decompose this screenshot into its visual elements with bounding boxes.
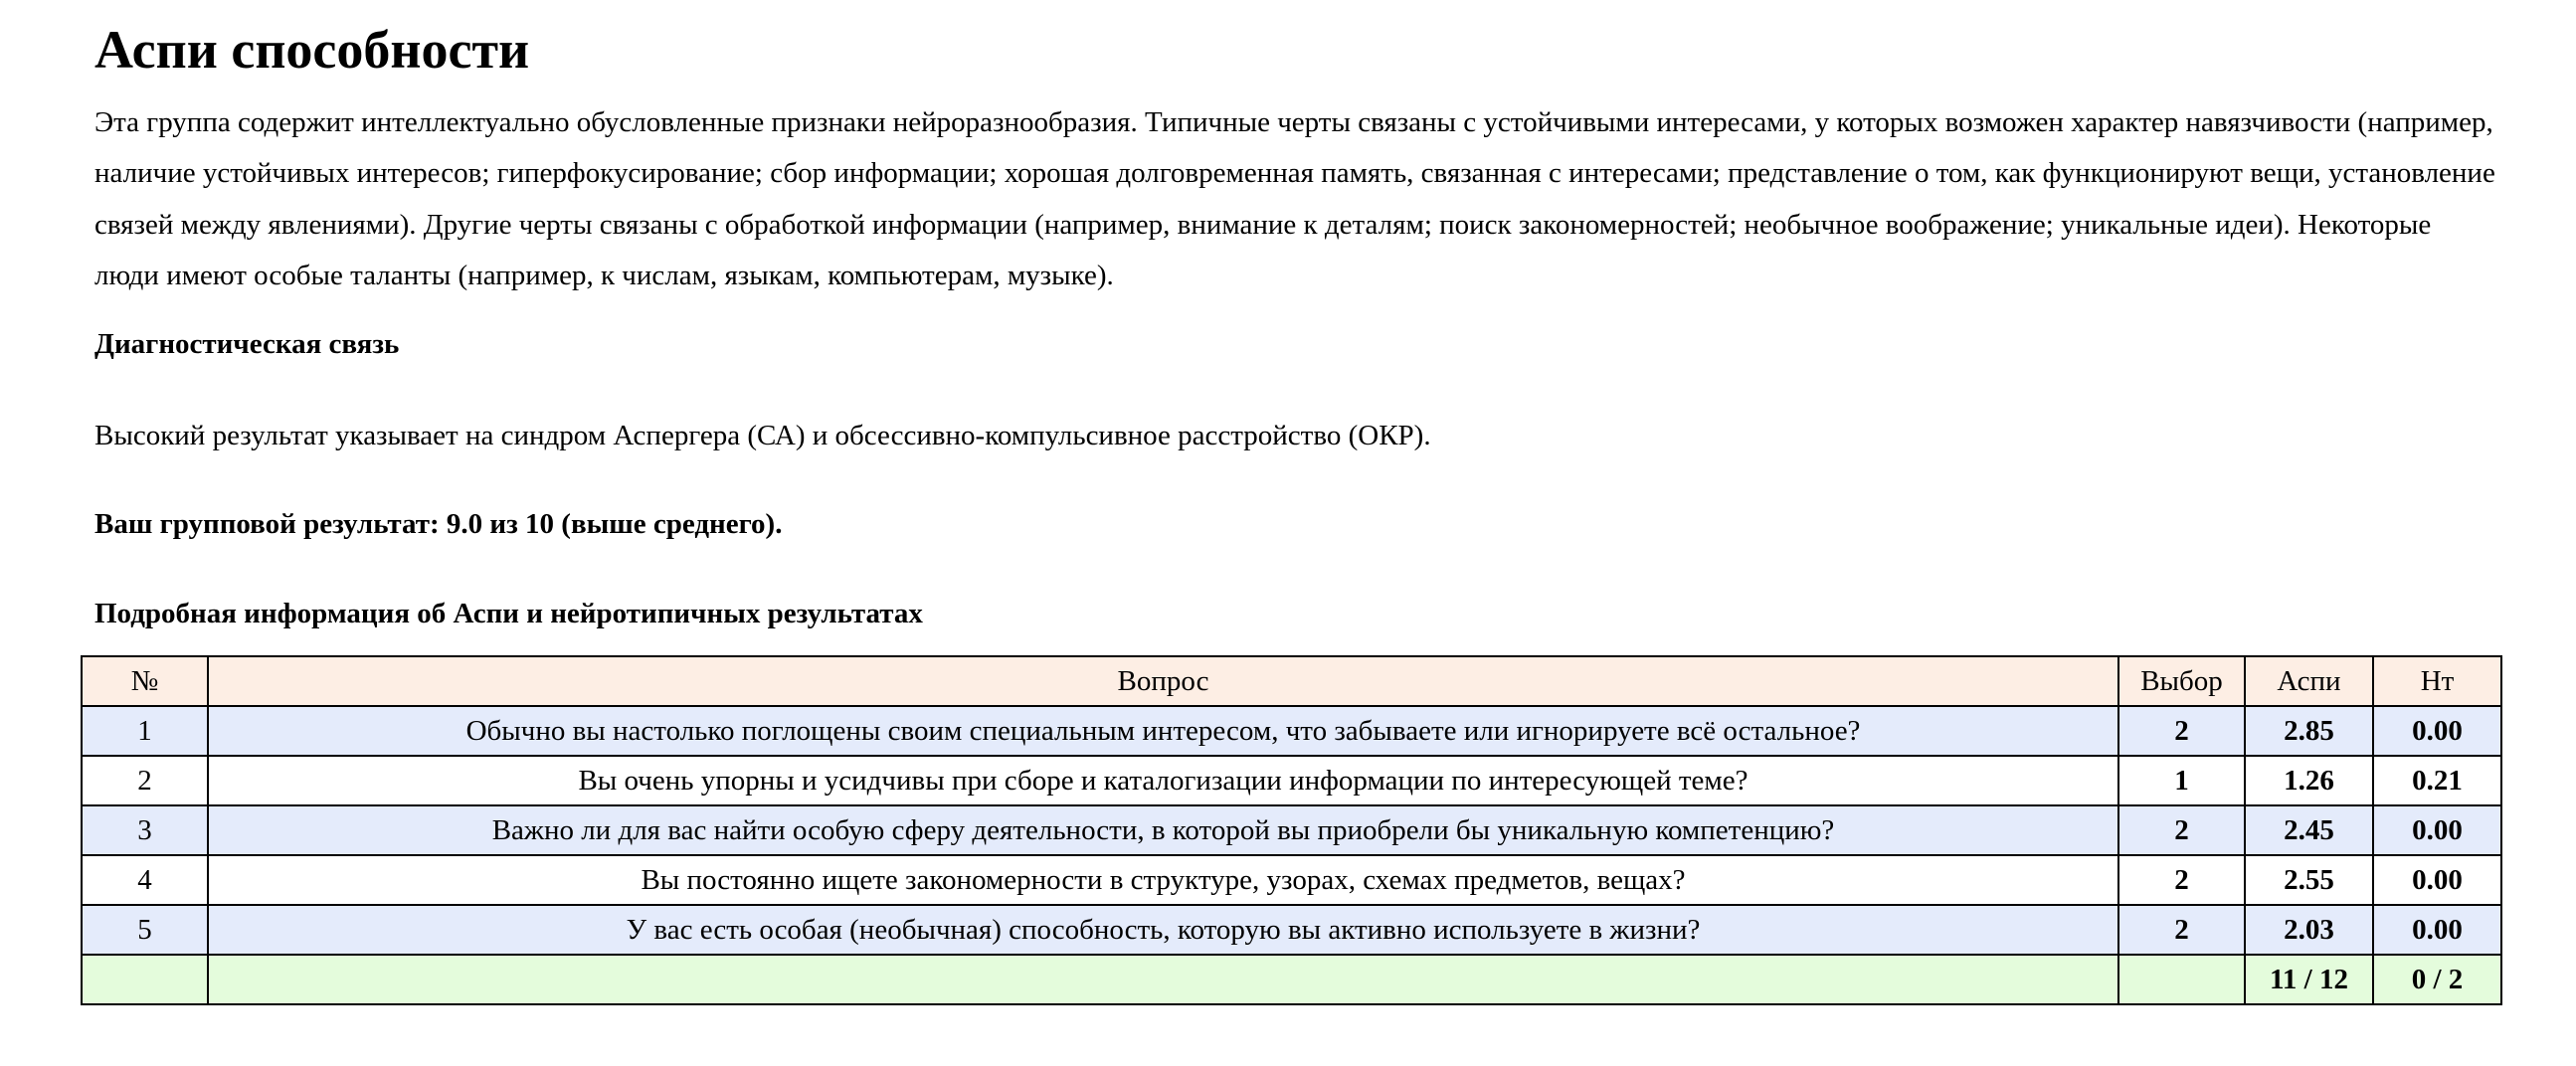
row-nt: 0.00: [2373, 905, 2501, 955]
table-row: [82, 756, 2501, 805]
row-aspi: 2.55: [2245, 855, 2373, 905]
row-nt: 0.00: [2373, 805, 2501, 855]
row-choice: 2: [2118, 805, 2245, 855]
total-choice-empty: [2118, 955, 2245, 1004]
row-nt: 0.21: [2373, 756, 2501, 805]
results-table: [81, 655, 2502, 1005]
row-aspi: 2.45: [2245, 805, 2373, 855]
row-num: 2: [82, 756, 208, 805]
header-nt: Нт: [2373, 656, 2501, 706]
row-question: Обычно вы настолько поглощены своим специальным интересом, что забываете или игнорируете всё остальное?: [208, 706, 2118, 756]
details-heading: Подробная информация об Аспи и нейротипичных результатах: [94, 598, 923, 629]
header-choice: Выбор: [2118, 656, 2245, 706]
group-score-text: Ваш групповой результат: 9.0 из 10 (выше среднего).: [94, 508, 783, 540]
row-choice: 2: [2118, 706, 2245, 756]
row-question: У вас есть особая (необычная) способность, которую вы активно используете в жизни?: [208, 905, 2118, 955]
diagnostic-text: Высокий результат указывает на синдром Аспергера (СА) и обсессивно-компульсивное расстройство (ОКР).: [94, 420, 1431, 451]
row-num: 1: [82, 706, 208, 756]
row-nt: 0.00: [2373, 706, 2501, 756]
row-question: Вы постоянно ищете закономерности в структуре, узорах, схемах предметов, вещах?: [208, 855, 2118, 905]
row-num: 5: [82, 905, 208, 955]
total-num-empty: [82, 955, 208, 1004]
row-aspi: 2.03: [2245, 905, 2373, 955]
table-row: [82, 805, 2501, 855]
row-choice: 1: [2118, 756, 2245, 805]
total-aspi: 11 / 12: [2245, 955, 2373, 1004]
table-header-row: [82, 656, 2501, 706]
table-row: [82, 706, 2501, 756]
row-choice: 2: [2118, 905, 2245, 955]
total-question-empty: [208, 955, 2118, 1004]
row-nt: 0.00: [2373, 855, 2501, 905]
row-num: 3: [82, 805, 208, 855]
table-total-row: [82, 955, 2501, 1004]
row-num: 4: [82, 855, 208, 905]
row-aspi: 1.26: [2245, 756, 2373, 805]
diagnostic-heading: Диагностическая связь: [94, 328, 400, 360]
row-question: Важно ли для вас найти особую сферу деятельности, в которой вы приобрели бы уникальную компетенцию?: [208, 805, 2118, 855]
page-title: Аспи способности: [94, 20, 530, 80]
table-row: [82, 855, 2501, 905]
header-aspi: Аспи: [2245, 656, 2373, 706]
total-nt: 0 / 2: [2373, 955, 2501, 1004]
header-question: Вопрос: [208, 656, 2118, 706]
row-choice: 2: [2118, 855, 2245, 905]
intro-paragraph: Эта группа содержит интеллектуально обусловленные признаки нейроразнообразия. Типичные черты связаны с устойчивыми интересами, у которых возможен характер навязчивости (например, наличие устойчивых интересов; гиперфокусирование; сбор информации; хорошая долговременная память, связанная с интересами; представление о том, как функционируют вещи, установление связей между явлениями). Другие черты связаны с обработкой информации (например, внимание к деталям; поиск закономерностей; необычное воображение; уникальные идеи). Некоторые люди имеют особые таланты (например, к числам, языкам, компьютерам, музыке).: [94, 106, 2495, 291]
table-row: [82, 905, 2501, 955]
row-aspi: 2.85: [2245, 706, 2373, 756]
row-question: Вы очень упорны и усидчивы при сборе и каталогизации информации по интересующей теме?: [208, 756, 2118, 805]
header-num: №: [82, 656, 208, 706]
